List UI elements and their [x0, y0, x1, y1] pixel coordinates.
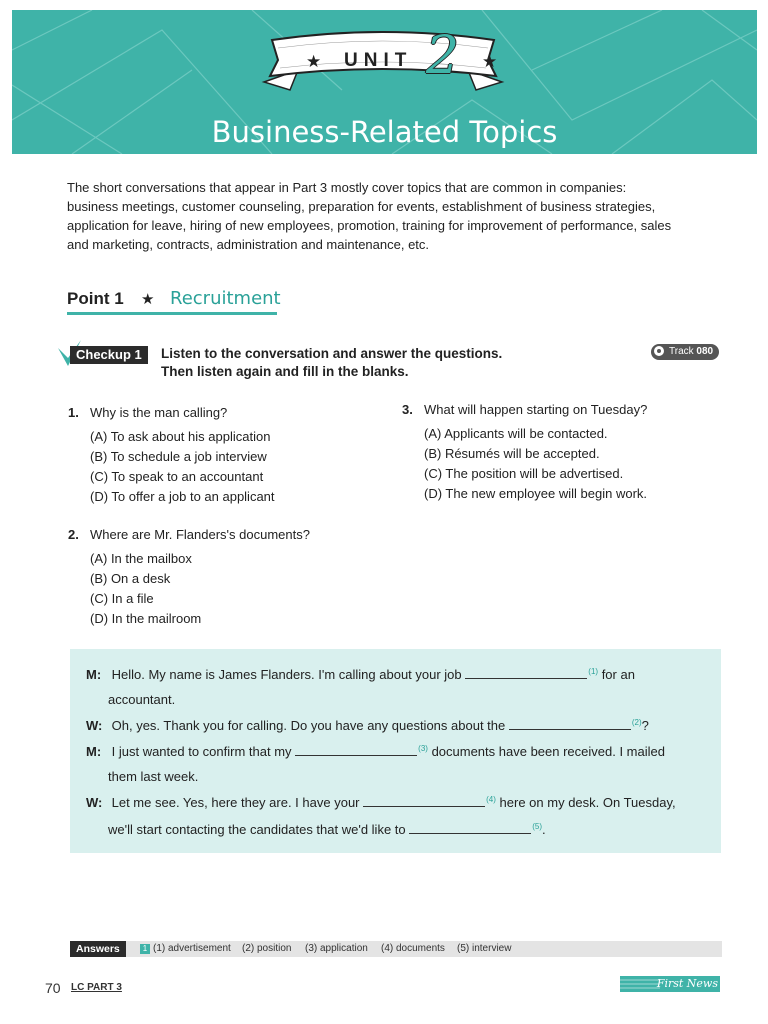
- blank-number: (3): [418, 743, 428, 753]
- answer-option-d[interactable]: (D) The new employee will begin work.: [424, 486, 648, 501]
- intro-line: and marketing, contracts, administration and maintenance, etc.: [67, 237, 430, 252]
- blank-number: (1): [588, 666, 599, 676]
- section-label: LC PART 3: [71, 982, 122, 993]
- blank-number: (5): [532, 821, 543, 831]
- publisher-logo: [620, 976, 720, 992]
- point-label: Point 1: [67, 289, 124, 308]
- fill-blank[interactable]: [295, 743, 417, 756]
- unit-number: 2: [426, 26, 460, 86]
- publisher-name: First News: [656, 977, 718, 990]
- answer-item: (5) interview: [457, 943, 512, 954]
- speaker-label: W:: [86, 795, 103, 810]
- star-icon: ★: [306, 52, 322, 71]
- answer-option-c[interactable]: (C) To speak to an accountant: [90, 469, 264, 484]
- question-number: 3.: [402, 402, 413, 417]
- checkup-instructions: [161, 345, 502, 381]
- question-number: 1.: [68, 405, 79, 420]
- answer-option-b[interactable]: (B) On a desk: [90, 571, 171, 586]
- answer-item: (3) application: [305, 943, 368, 954]
- answer-item: (1) advertisement: [153, 943, 231, 954]
- checkup-number-badge: 1: [140, 944, 150, 954]
- dialogue-text: we'll start contacting the candidates that we'd like to: [108, 822, 406, 837]
- cd-icon: [654, 346, 664, 356]
- question-1: [68, 405, 368, 515]
- star-icon: ★: [482, 52, 498, 71]
- intro-line: application for leave, hiring of new employees, promotion, training for improvement of performance, sales: [67, 218, 672, 233]
- dialogue-line: [86, 743, 665, 759]
- intro-line: business meetings, customer counseling, preparation for events, establishment of business strategies,: [67, 199, 656, 214]
- question-text: Why is the man calling?: [90, 405, 228, 420]
- heading-underline: [67, 312, 277, 315]
- fill-blank[interactable]: [363, 794, 485, 807]
- dialogue-text: .: [542, 822, 546, 837]
- audio-track-badge[interactable]: [651, 344, 719, 360]
- fill-blank[interactable]: [509, 717, 631, 730]
- dialogue-line-continuation: them last week.: [108, 769, 199, 784]
- dialogue-text: I just wanted to confirm that my: [111, 744, 292, 759]
- speaker-label: W:: [86, 718, 103, 733]
- dialogue-line: [86, 666, 635, 682]
- answer-option-d[interactable]: (D) In the mailroom: [90, 611, 202, 626]
- question-3: [402, 402, 722, 512]
- dialogue-text: Oh, yes. Thank you for calling. Do you have any questions about the: [111, 718, 506, 733]
- track-label: Track: [669, 346, 694, 357]
- question-2: [68, 527, 368, 637]
- dialogue-line: [86, 717, 649, 733]
- dialogue-text: here on my desk. On Tuesday,: [499, 795, 676, 810]
- question-text: What will happen starting on Tuesday?: [424, 402, 648, 417]
- intro-line: The short conversations that appear in Part 3 mostly cover topics that are common in companies:: [67, 180, 627, 195]
- answer-item: (2) position: [242, 943, 292, 954]
- page-number: 70: [45, 980, 61, 996]
- dialogue-text: ?: [641, 718, 649, 733]
- answer-option-b[interactable]: (B) Résumés will be accepted.: [424, 446, 600, 461]
- answers-label: Answers: [70, 941, 126, 957]
- unit-label: UNIT: [344, 50, 413, 71]
- speaker-label: M:: [86, 667, 102, 682]
- answer-option-a[interactable]: (A) To ask about his application: [90, 429, 271, 444]
- blank-number: (2): [631, 717, 642, 727]
- dialogue-text: Let me see. Yes, here they are. I have your: [111, 795, 360, 810]
- answer-option-c[interactable]: (C) The position will be advertised.: [424, 466, 624, 481]
- answer-options: [424, 424, 647, 504]
- point-topic: Recruitment: [170, 288, 281, 309]
- star-icon: ★: [141, 291, 155, 308]
- page-title: Business-Related Topics: [211, 115, 558, 149]
- answer-option-c[interactable]: (C) In a file: [90, 591, 154, 606]
- track-number: 080: [696, 346, 714, 357]
- checkup-tag: Checkup 1: [70, 346, 148, 364]
- dialogue-line-continuation: [108, 821, 546, 837]
- question-number: 2.: [68, 527, 79, 542]
- unit-header: [12, 10, 757, 154]
- dialogue-line-continuation: accountant.: [108, 692, 176, 707]
- instruction-line: Then listen again and fill in the blanks.: [161, 364, 409, 379]
- dialogue-text: Hello. My name is James Flanders. I'm calling about your job: [111, 667, 462, 682]
- dialogue-text: documents have been received. I mailed: [431, 744, 665, 759]
- blank-number: (4): [486, 794, 496, 804]
- answer-option-a[interactable]: (A) In the mailbox: [90, 551, 192, 566]
- answer-option-a[interactable]: (A) Applicants will be contacted.: [424, 426, 608, 441]
- dialogue-line: [86, 794, 676, 810]
- dictation-box: [70, 649, 721, 853]
- point-heading: [67, 288, 281, 316]
- answer-options: [90, 549, 201, 629]
- fill-blank[interactable]: [465, 666, 587, 679]
- instruction-line: Listen to the conversation and answer the questions.: [161, 346, 503, 361]
- intro-paragraph: [67, 178, 717, 254]
- answer-option-b[interactable]: (B) To schedule a job interview: [90, 449, 267, 464]
- answer-options: [90, 427, 275, 507]
- answer-item: (4) documents: [381, 943, 445, 954]
- dialogue-text: for an: [601, 667, 635, 682]
- answer-option-d[interactable]: (D) To offer a job to an applicant: [90, 489, 275, 504]
- speaker-label: M:: [86, 744, 102, 759]
- question-text: Where are Mr. Flanders's documents?: [90, 527, 310, 542]
- answers-bar: [70, 941, 722, 957]
- fill-blank[interactable]: [409, 821, 531, 834]
